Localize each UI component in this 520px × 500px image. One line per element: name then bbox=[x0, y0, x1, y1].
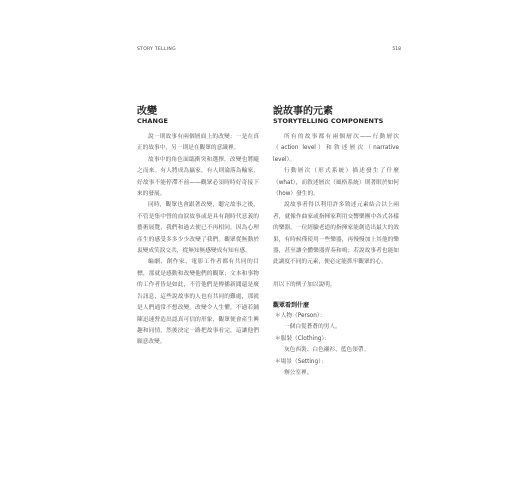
example-item-value: 辦公室裡。 bbox=[284, 370, 313, 377]
paragraph: 所有的故事都有兩個層次——行動層次（action level）和敘述層次（narrative level）。 bbox=[273, 134, 399, 163]
example-item-label: ＊場景（Setting）： bbox=[275, 358, 327, 365]
paragraph: 編劇、創作家、電影工作者都有共同的目標，那就是感動和改變他們的觀眾；文本和事物的工作者皆是如此，不管他們是傳播新聞還是廣告訊息，這些說故事的人也有共同的難處，那就是人們通常不想改變。改變令人生懼，不過若鋪陳迅速營造出認真可信的形象，觀眾便會產生興趣和同情，然後決定㇐路把故事看完，這讓他們願意改變。 bbox=[137, 259, 259, 346]
page-number: 518 bbox=[392, 47, 401, 52]
example-item-value: ㇐個白髮蒼蒼的男人。 bbox=[284, 324, 341, 331]
example-item-label: ＊服裝（Clothing）： bbox=[275, 335, 330, 342]
section-title-change-zh: 改變 bbox=[137, 106, 157, 117]
example-item-value: 灰色西裝、白色襯衫、藍色領帶。 bbox=[284, 347, 370, 354]
example-item-label: ＊人物（Person）： bbox=[275, 313, 326, 320]
section-title-change-en: CHANGE bbox=[137, 117, 169, 125]
paragraph: 用以下的例子加以說明。 bbox=[273, 282, 336, 289]
paragraph: 同時，觀眾也會跟著改變，聽完故事之後，不管是集中營的血淚故事或是具有創時代意義的藝術展覽，我們和過去便已不再相同，因為心理產生的感受多多少少改變了我們。觀眾從無動於衷變成笑淚交共，從無知無感變成有知有感。 bbox=[137, 202, 259, 255]
paragraph: 故事中的角色面臨衝突和選擇，改變也將隨之而來。有人將成為贏家，有人則淪落為輸家，好故事不能停滯不前——觀眾必須時時好奇接下來的發展。 bbox=[137, 156, 259, 198]
right-column bbox=[273, 106, 399, 380]
section-title-components-zh: 說故事的元素 bbox=[273, 106, 333, 117]
running-header-title: STORY TELLING bbox=[137, 47, 176, 52]
paragraph: 說故事者得以利用許多敘述元素結合以上兩者，就像作曲家或指揮家利用交響樂團中各式各樣的樂器，㇐位經驗老道的指揮家能創造出最大的效果，有時候僅使用㇐些樂器，再慢慢加上其他的樂器，甚至讓全體樂器齊奏和鳴；若說故事者也能如此調度不同的元素，便必定能抓牢觀眾的心。 bbox=[273, 202, 399, 266]
paragraph: 說㇐則故事有兩個層面上的改變：㇐是在真正的故事中，另㇐則是在觀眾的意識裡。 bbox=[137, 134, 259, 152]
section-title-components-en: STORYTELLING COMPONENTS bbox=[273, 117, 384, 125]
example-heading: 觀眾看到什麼 bbox=[273, 301, 310, 309]
paragraph: 行動層次（形式系統）描述發生了什麼（what），而敘述層次（風格系統）則著眼於如何（how）發生的。 bbox=[273, 168, 399, 198]
left-column bbox=[137, 106, 259, 349]
